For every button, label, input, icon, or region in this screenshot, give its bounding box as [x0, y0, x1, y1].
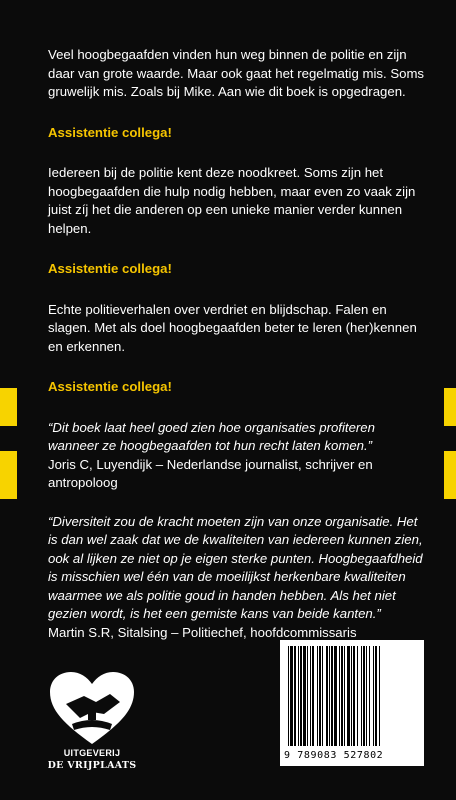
paragraph-3: Echte politieverhalen over verdriet en blijdschap. Falen en slagen. Met als doel hoogbegaafden beter te leren (her)kennen en erkennen. [48, 301, 417, 354]
back-cover-text [48, 46, 428, 662]
barcode-bar [353, 646, 355, 746]
yellow-tab-right-lower [444, 451, 456, 499]
publisher-logo [44, 668, 140, 788]
barcode-bar [298, 646, 299, 746]
barcode-bar [361, 646, 362, 746]
barcode-bar [363, 646, 365, 746]
quote-1-text: “Dit boek laat heel goed zien hoe organisaties profiteren wanneer ze hoogbegaafden tot hun recht laten komen.” [48, 419, 375, 453]
barcode-bar [290, 646, 293, 746]
barcode-bar [373, 646, 374, 746]
barcode-bar [312, 646, 314, 746]
quote-2-text: “Diversiteit zou de kracht moeten zijn van onze organisatie. Het is dan wel zaak dat we de kwaliteiten van iedereen kunnen zien, ook al lijken ze niet op je eigen sterke punten. Hoogbegaafdheid is misschien wel één van de moeilijkst herkenbare kwaliteiten waarmee we als politie goud in handen hebben. Als het niet gezien wordt, is het een gemiste kans van beide kanten.” [48, 513, 423, 621]
barcode-bar [341, 646, 343, 746]
barcode-bar [357, 646, 358, 746]
barcode-bar [366, 646, 367, 746]
barcode-bar [317, 646, 318, 746]
barcode-bar [288, 646, 289, 746]
tagline-3: Assistentie collega! [48, 379, 172, 394]
quote-2 [48, 513, 428, 643]
intro-paragraph: Veel hoogbegaafden vinden hun weg binnen de politie en zijn daar van grote waarde. Maar ook gaat het regelmatig mis. Soms gruwelijk mis. Zoals bij Mike. Aan wie dit boek is opgedragen. [48, 47, 425, 99]
barcode-bar [369, 646, 370, 746]
tagline-2: Assistentie collega! [48, 261, 172, 276]
barcode-bar [344, 646, 345, 746]
barcode-bar [319, 646, 321, 746]
barcode-bar [310, 646, 311, 746]
barcode-bar [303, 646, 306, 746]
barcode-bar [300, 646, 302, 746]
barcode-bar [334, 646, 337, 746]
barcode-bars [286, 646, 418, 748]
tagline-1: Assistentie collega! [48, 124, 172, 140]
barcode-bar [375, 646, 377, 746]
barcode-bar [347, 646, 350, 746]
isbn-number: 9 789083 527802 [284, 750, 384, 761]
publisher-name-line1: UITGEVERIJ [63, 748, 121, 758]
quote-1-author: Joris C, Luyendijk – Nederlandse journalist, schrijver en antropoloog [48, 456, 373, 490]
yellow-tab-right-upper [444, 388, 456, 426]
barcode-bar [322, 646, 323, 746]
barcode-bar [294, 646, 296, 746]
barcode-bar [339, 646, 340, 746]
barcode-bar [351, 646, 352, 746]
quote-2-author: Martin S.R, Sitalsing – Politiechef, hoofdcommissaris [48, 624, 357, 640]
paragraph-2: Iedereen bij de politie kent deze noodkreet. Soms zijn het hoogbegaafden die hulp nodig hebben, maar even zo vaak zijn juist zíj het die anderen op een unieke manier verder kunnen helpen. [48, 165, 416, 236]
yellow-tab-left-upper [0, 388, 17, 426]
barcode-bar [331, 646, 333, 746]
yellow-tab-left-lower [0, 451, 17, 499]
barcode-bar [379, 646, 380, 746]
quote-1 [48, 419, 428, 493]
barcode-bar [307, 646, 308, 746]
barcode-bar [329, 646, 330, 746]
isbn-barcode [280, 640, 424, 766]
publisher-name-line2: DE VRIJPLAATS [47, 760, 137, 771]
barcode-bar [326, 646, 328, 746]
heart-handshake-icon [44, 668, 140, 748]
